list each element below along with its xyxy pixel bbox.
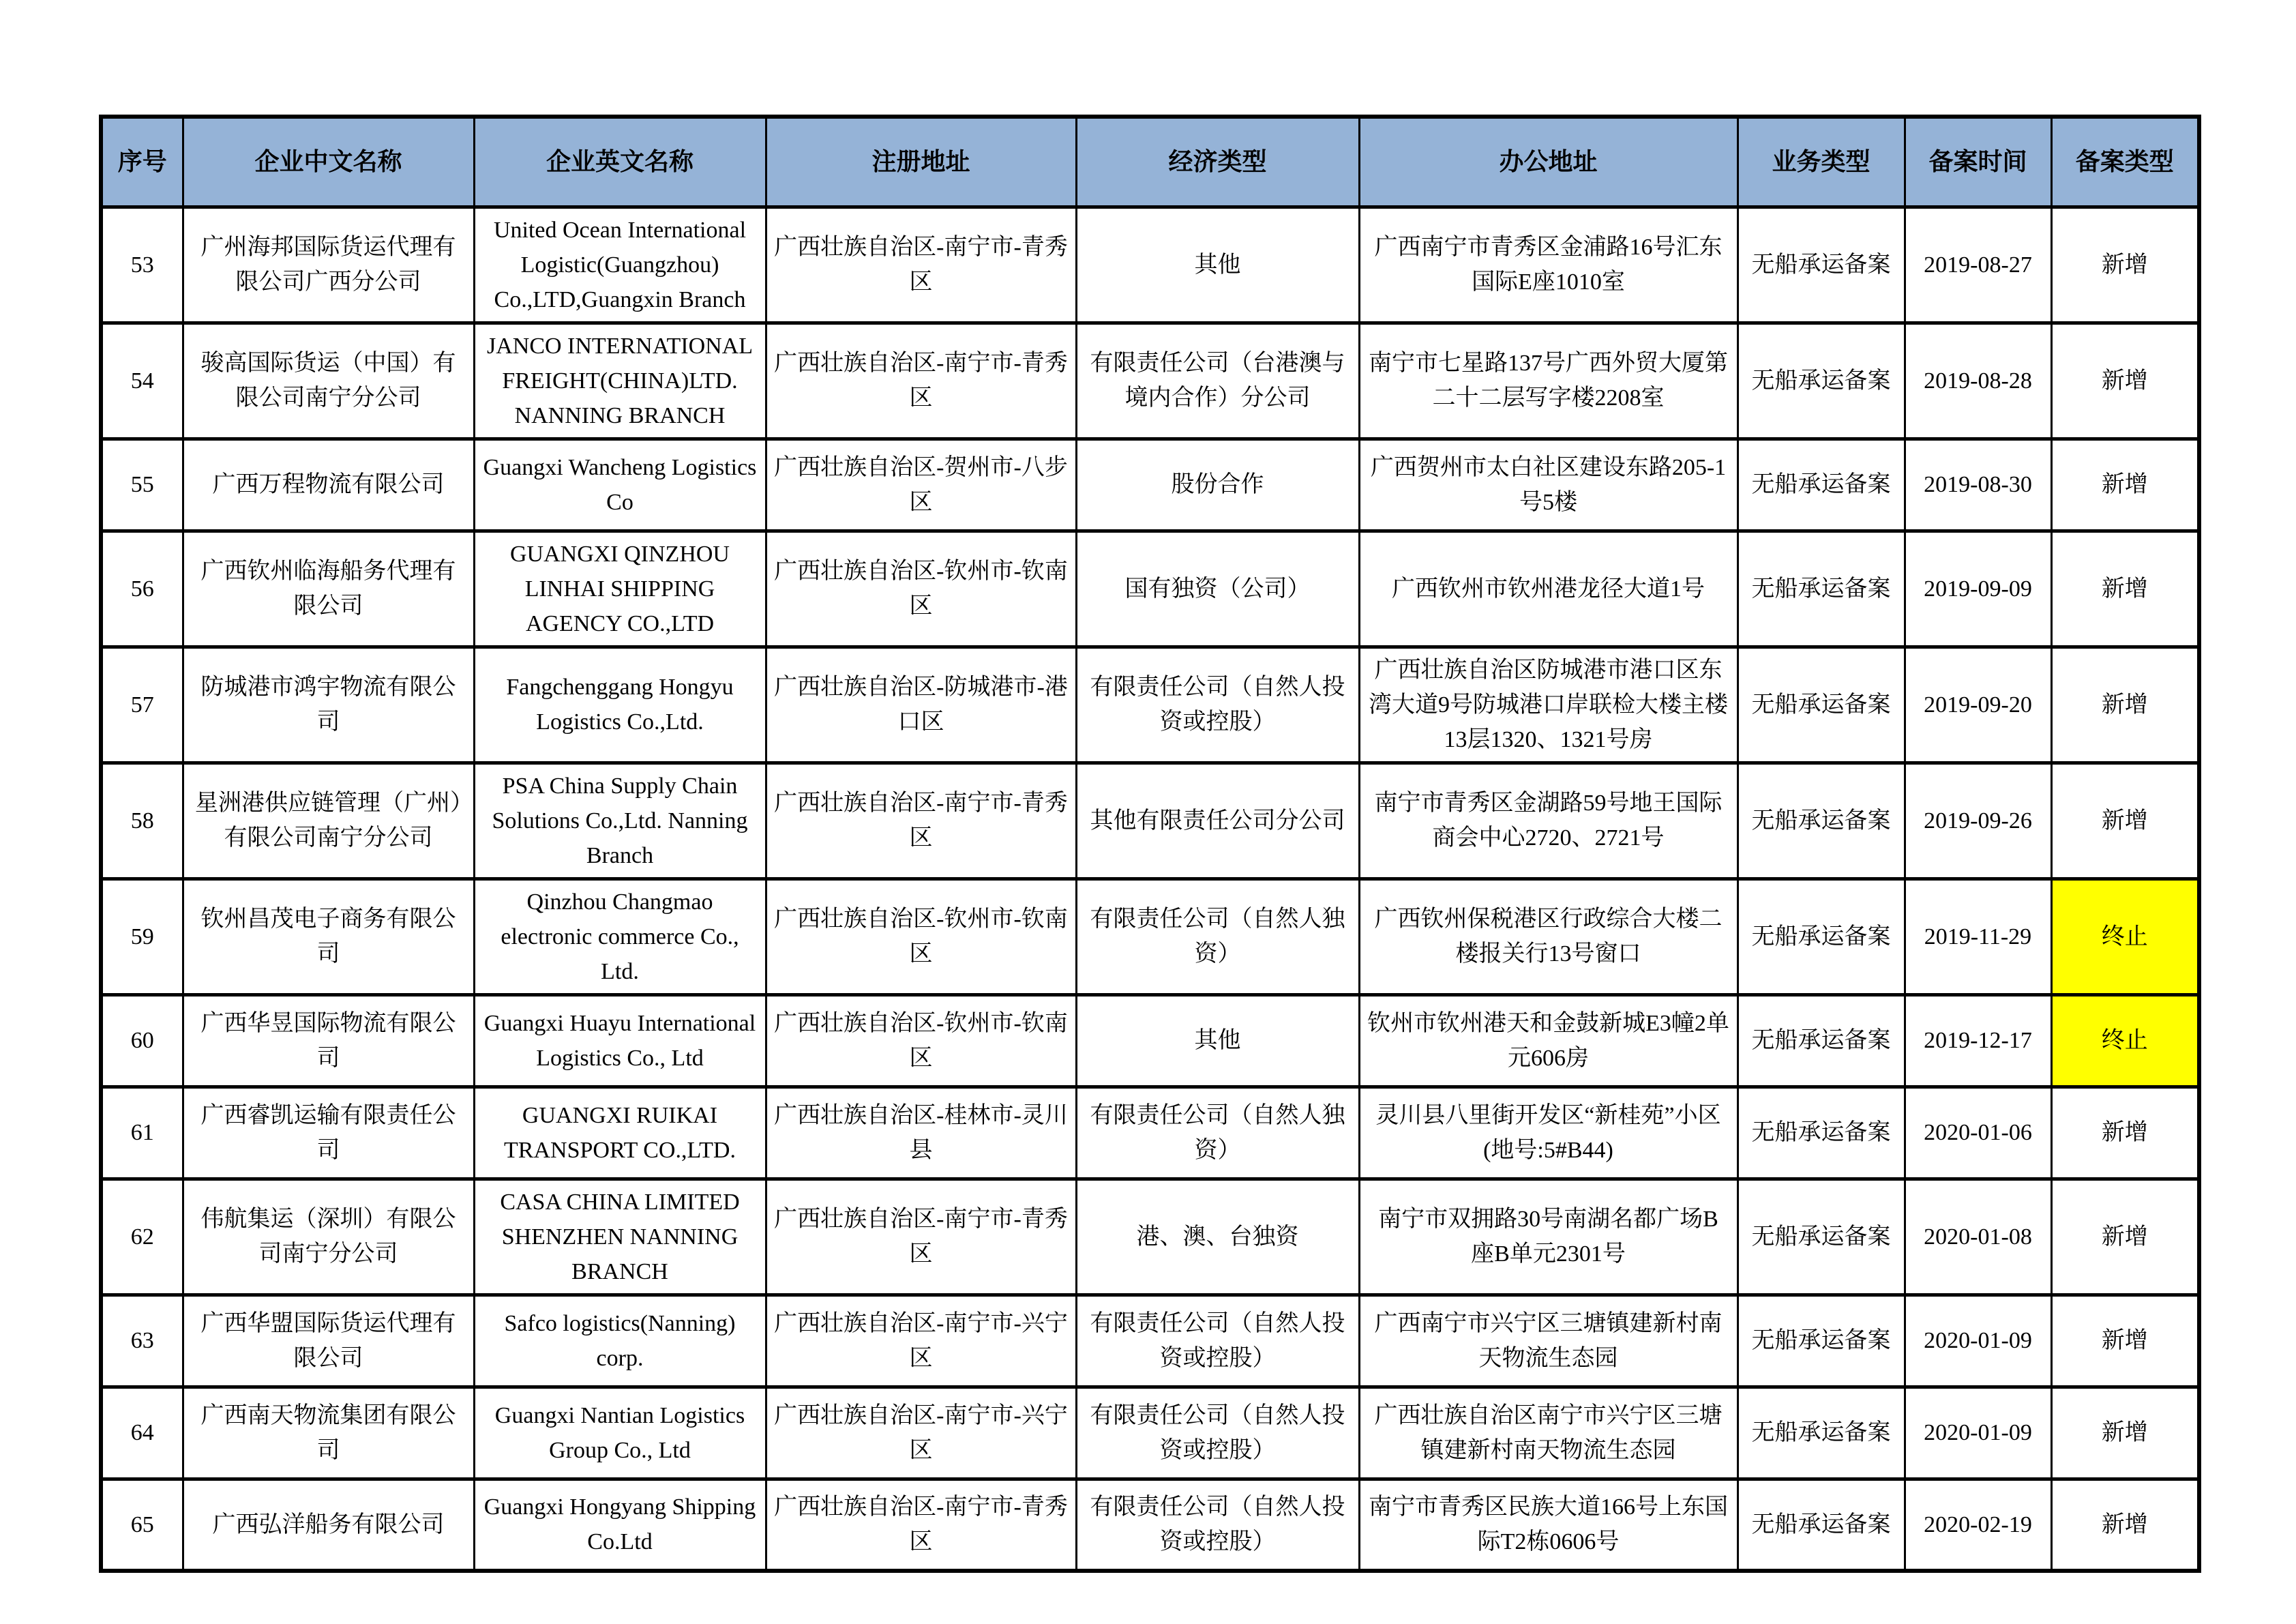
cell-cn_name: 广州海邦国际货运代理有限公司广西分公司 [183, 207, 474, 323]
cell-econ_type: 股份合作 [1076, 439, 1359, 531]
table-body [101, 207, 2199, 1571]
cell-reg_address: 广西壮族自治区-南宁市-青秀区 [766, 323, 1076, 439]
table-row [101, 323, 2199, 439]
cell-record_date: 2019-11-29 [1905, 879, 2051, 994]
cell-biz_type: 无船承运备案 [1738, 994, 1905, 1087]
column-header-reg_address: 注册地址 [766, 117, 1076, 207]
cell-biz_type: 无船承运备案 [1738, 1179, 1905, 1295]
cell-en_name: GUANGXI RUIKAI TRANSPORT CO.,LTD. [474, 1087, 766, 1179]
table-row [101, 647, 2199, 763]
column-header-biz_type: 业务类型 [1738, 117, 1905, 207]
cell-cn_name: 广西弘洋船务有限公司 [183, 1479, 474, 1571]
cell-cn_name: 星洲港供应链管理（广州）有限公司南宁分公司 [183, 763, 474, 879]
cell-en_name: United Ocean International Logistic(Guangzhou) Co.,LTD,Guangxin Branch [474, 207, 766, 323]
cell-cn_name: 防城港市鸿宇物流有限公司 [183, 647, 474, 763]
cell-office_address: 南宁市七星路137号广西外贸大厦第二十二层写字楼2208室 [1359, 323, 1738, 439]
cell-no: 65 [101, 1479, 183, 1571]
cell-cn_name: 伟航集运（深圳）有限公司南宁分公司 [183, 1179, 474, 1295]
cell-en_name: Qinzhou Changmao electronic commerce Co., Ltd. [474, 879, 766, 994]
cell-biz_type: 无船承运备案 [1738, 439, 1905, 531]
cell-no: 61 [101, 1087, 183, 1179]
cell-en_name: PSA China Supply Chain Solutions Co.,Ltd. Nanning Branch [474, 763, 766, 879]
header-row [101, 117, 2199, 207]
cell-no: 59 [101, 879, 183, 994]
cell-office_address: 广西南宁市青秀区金浦路16号汇东国际E座1010室 [1359, 207, 1738, 323]
cell-econ_type: 有限责任公司（自然人投资或控股） [1076, 1479, 1359, 1571]
table-row [101, 994, 2199, 1087]
column-header-en_name: 企业英文名称 [474, 117, 766, 207]
cell-econ_type: 其他 [1076, 994, 1359, 1087]
cell-en_name: Guangxi Huayu International Logistics Co., Ltd [474, 994, 766, 1087]
cell-reg_address: 广西壮族自治区-钦州市-钦南区 [766, 994, 1076, 1087]
cell-reg_address: 广西壮族自治区-南宁市-青秀区 [766, 207, 1076, 323]
table-row [101, 1087, 2199, 1179]
cell-record_date: 2019-08-27 [1905, 207, 2051, 323]
cell-office_address: 广西壮族自治区防城港市港口区东湾大道9号防城港口岸联检大楼主楼13层1320、1321号房 [1359, 647, 1738, 763]
cell-biz_type: 无船承运备案 [1738, 323, 1905, 439]
cell-office_address: 南宁市双拥路30号南湖名都广场B座B单元2301号 [1359, 1179, 1738, 1295]
cell-reg_address: 广西壮族自治区-钦州市-钦南区 [766, 531, 1076, 647]
cell-cn_name: 钦州昌茂电子商务有限公司 [183, 879, 474, 994]
cell-record_type: 新增 [2051, 1295, 2199, 1387]
cell-biz_type: 无船承运备案 [1738, 1295, 1905, 1387]
cell-econ_type: 有限责任公司（自然人独资） [1076, 1087, 1359, 1179]
column-header-no: 序号 [101, 117, 183, 207]
cell-econ_type: 有限责任公司（台港澳与境内合作）分公司 [1076, 323, 1359, 439]
cell-reg_address: 广西壮族自治区-钦州市-钦南区 [766, 879, 1076, 994]
cell-record_date: 2019-12-17 [1905, 994, 2051, 1087]
cell-cn_name: 广西万程物流有限公司 [183, 439, 474, 531]
cell-record_date: 2019-08-30 [1905, 439, 2051, 531]
cell-record_type: 新增 [2051, 1387, 2199, 1479]
table-row [101, 1295, 2199, 1387]
cell-econ_type: 港、澳、台独资 [1076, 1179, 1359, 1295]
cell-record_type: 新增 [2051, 531, 2199, 647]
cell-no: 64 [101, 1387, 183, 1479]
cell-office_address: 南宁市青秀区民族大道166号上东国际T2栋0606号 [1359, 1479, 1738, 1571]
cell-econ_type: 国有独资（公司） [1076, 531, 1359, 647]
cell-econ_type: 有限责任公司（自然人投资或控股） [1076, 647, 1359, 763]
cell-cn_name: 广西华昱国际物流有限公司 [183, 994, 474, 1087]
cell-biz_type: 无船承运备案 [1738, 1087, 1905, 1179]
cell-no: 63 [101, 1295, 183, 1387]
cell-cn_name: 广西南天物流集团有限公司 [183, 1387, 474, 1479]
table-row [101, 439, 2199, 531]
cell-econ_type: 有限责任公司（自然人投资或控股） [1076, 1295, 1359, 1387]
cell-econ_type: 其他 [1076, 207, 1359, 323]
cell-biz_type: 无船承运备案 [1738, 647, 1905, 763]
cell-record_type: 终止 [2051, 879, 2199, 994]
cell-en_name: Guangxi Hongyang Shipping Co.Ltd [474, 1479, 766, 1571]
cell-no: 62 [101, 1179, 183, 1295]
cell-record_type: 新增 [2051, 1479, 2199, 1571]
table-row [101, 763, 2199, 879]
cell-biz_type: 无船承运备案 [1738, 531, 1905, 647]
cell-record_date: 2020-01-09 [1905, 1387, 2051, 1479]
table-row [101, 1387, 2199, 1479]
table-row [101, 1179, 2199, 1295]
cell-record_date: 2019-09-26 [1905, 763, 2051, 879]
carrier-filing-records-table [99, 115, 2201, 1573]
cell-office_address: 广西壮族自治区南宁市兴宁区三塘镇建新村南天物流生态园 [1359, 1387, 1738, 1479]
cell-cn_name: 广西睿凯运输有限责任公司 [183, 1087, 474, 1179]
cell-econ_type: 有限责任公司（自然人投资或控股） [1076, 1387, 1359, 1479]
cell-record_date: 2020-02-19 [1905, 1479, 2051, 1571]
table-row [101, 531, 2199, 647]
cell-office_address: 广西钦州市钦州港龙径大道1号 [1359, 531, 1738, 647]
cell-office_address: 南宁市青秀区金湖路59号地王国际商会中心2720、2721号 [1359, 763, 1738, 879]
cell-biz_type: 无船承运备案 [1738, 207, 1905, 323]
cell-record_type: 终止 [2051, 994, 2199, 1087]
cell-en_name: Safco logistics(Nanning) corp. [474, 1295, 766, 1387]
cell-record_date: 2020-01-06 [1905, 1087, 2051, 1179]
table-row [101, 1479, 2199, 1571]
cell-biz_type: 无船承运备案 [1738, 763, 1905, 879]
cell-no: 55 [101, 439, 183, 531]
cell-biz_type: 无船承运备案 [1738, 879, 1905, 994]
table-row [101, 879, 2199, 994]
cell-reg_address: 广西壮族自治区-南宁市-青秀区 [766, 763, 1076, 879]
cell-record_date: 2019-09-20 [1905, 647, 2051, 763]
cell-record_type: 新增 [2051, 1087, 2199, 1179]
cell-office_address: 广西贺州市太白社区建设东路205-1号5楼 [1359, 439, 1738, 531]
cell-biz_type: 无船承运备案 [1738, 1387, 1905, 1479]
column-header-record_type: 备案类型 [2051, 117, 2199, 207]
cell-reg_address: 广西壮族自治区-南宁市-兴宁区 [766, 1295, 1076, 1387]
cell-biz_type: 无船承运备案 [1738, 1479, 1905, 1571]
cell-reg_address: 广西壮族自治区-南宁市-青秀区 [766, 1479, 1076, 1571]
cell-office_address: 广西南宁市兴宁区三塘镇建新村南天物流生态园 [1359, 1295, 1738, 1387]
cell-no: 53 [101, 207, 183, 323]
cell-record_type: 新增 [2051, 323, 2199, 439]
column-header-record_date: 备案时间 [1905, 117, 2051, 207]
column-header-econ_type: 经济类型 [1076, 117, 1359, 207]
cell-econ_type: 其他有限责任公司分公司 [1076, 763, 1359, 879]
cell-no: 56 [101, 531, 183, 647]
cell-cn_name: 骏高国际货运（中国）有限公司南宁分公司 [183, 323, 474, 439]
cell-reg_address: 广西壮族自治区-防城港市-港口区 [766, 647, 1076, 763]
cell-record_date: 2020-01-08 [1905, 1179, 2051, 1295]
cell-reg_address: 广西壮族自治区-桂林市-灵川县 [766, 1087, 1076, 1179]
cell-cn_name: 广西华盟国际货运代理有限公司 [183, 1295, 474, 1387]
cell-no: 54 [101, 323, 183, 439]
cell-en_name: Guangxi Nantian Logistics Group Co., Ltd [474, 1387, 766, 1479]
cell-econ_type: 有限责任公司（自然人独资） [1076, 879, 1359, 994]
cell-record_type: 新增 [2051, 439, 2199, 531]
cell-reg_address: 广西壮族自治区-南宁市-青秀区 [766, 1179, 1076, 1295]
cell-office_address: 广西钦州保税港区行政综合大楼二楼报关行13号窗口 [1359, 879, 1738, 994]
cell-reg_address: 广西壮族自治区-南宁市-兴宁区 [766, 1387, 1076, 1479]
cell-record_type: 新增 [2051, 647, 2199, 763]
cell-record_type: 新增 [2051, 1179, 2199, 1295]
column-header-cn_name: 企业中文名称 [183, 117, 474, 207]
cell-no: 58 [101, 763, 183, 879]
cell-no: 60 [101, 994, 183, 1087]
cell-no: 57 [101, 647, 183, 763]
cell-reg_address: 广西壮族自治区-贺州市-八步区 [766, 439, 1076, 531]
cell-record_date: 2020-01-09 [1905, 1295, 2051, 1387]
cell-en_name: CASA CHINA LIMITED SHENZHEN NANNING BRANCH [474, 1179, 766, 1295]
cell-cn_name: 广西钦州临海船务代理有限公司 [183, 531, 474, 647]
cell-office_address: 灵川县八里街开发区“新桂苑”小区(地号:5#B44) [1359, 1087, 1738, 1179]
cell-en_name: GUANGXI QINZHOU LINHAI SHIPPING AGENCY CO.,LTD [474, 531, 766, 647]
column-header-office_address: 办公地址 [1359, 117, 1738, 207]
table-row [101, 207, 2199, 323]
cell-en_name: Fangchenggang Hongyu Logistics Co.,Ltd. [474, 647, 766, 763]
cell-office_address: 钦州市钦州港天和金鼓新城E3幢2单元606房 [1359, 994, 1738, 1087]
cell-en_name: JANCO INTERNATIONAL FREIGHT(CHINA)LTD. NANNING BRANCH [474, 323, 766, 439]
cell-en_name: Guangxi Wancheng Logistics Co [474, 439, 766, 531]
cell-record_date: 2019-08-28 [1905, 323, 2051, 439]
cell-record_type: 新增 [2051, 207, 2199, 323]
cell-record_type: 新增 [2051, 763, 2199, 879]
cell-record_date: 2019-09-09 [1905, 531, 2051, 647]
